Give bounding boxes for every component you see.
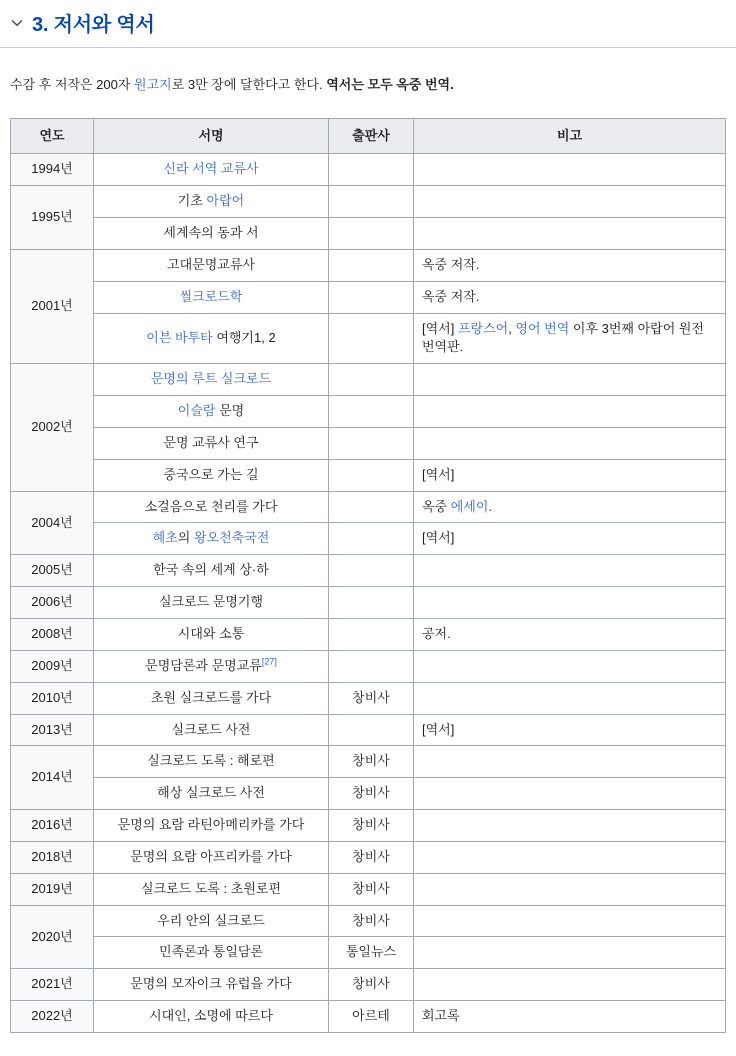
cell-year: 2009년 [11, 650, 94, 682]
cell-title [94, 937, 329, 969]
cell-year: 2021년 [11, 969, 94, 1001]
cell-publisher [329, 154, 414, 186]
table-row [11, 555, 726, 587]
cell-note [414, 1001, 726, 1033]
text-span: 이후 3번째 아랍어 원전 번역판. [422, 320, 704, 355]
text-span: 우리 안의 실크로드 [157, 912, 265, 928]
cell-note [414, 459, 726, 491]
table-row [11, 650, 726, 682]
text-span: 공저. [422, 626, 451, 641]
cell-title [94, 186, 329, 218]
cell-title [94, 154, 329, 186]
text-span: 여행기1, 2 [212, 329, 276, 345]
table-header-row [11, 118, 726, 154]
cell-note [414, 587, 726, 619]
cell-publisher [329, 491, 414, 523]
column-header-publisher: 출판사 [329, 118, 414, 154]
table-row [11, 218, 726, 250]
cell-title [94, 364, 329, 396]
cell-publisher [329, 650, 414, 682]
cell-note [414, 364, 726, 396]
cell-year: 2014년 [11, 746, 94, 810]
text-span: 세계속의 동과 서 [163, 225, 259, 241]
table-row [11, 427, 726, 459]
cell-note [414, 218, 726, 250]
cell-publisher: 창비사 [329, 682, 414, 714]
text-span: 문명의 요람 아프리카를 가다 [130, 848, 292, 864]
intro-paragraph [0, 61, 736, 105]
table-row [11, 313, 726, 364]
cell-year: 2002년 [11, 364, 94, 491]
cell-note [414, 313, 726, 364]
cell-title [94, 778, 329, 810]
text-span: [역서] [422, 320, 458, 336]
cell-note [414, 778, 726, 810]
text-span: 옥중 저작. [422, 288, 480, 304]
text-span: , [508, 320, 516, 336]
text-span: 시대와 소통 [177, 626, 245, 641]
text-span: 시대인, 소명에 따르다 [149, 1008, 273, 1024]
cell-note [414, 714, 726, 746]
wiki-link[interactable]: 혜초 [152, 530, 178, 546]
cell-year: 2010년 [11, 682, 94, 714]
wiki-link[interactable]: 이븐 바투타 [146, 329, 213, 345]
text-span: 의 [177, 530, 194, 546]
table-row [11, 905, 726, 937]
cell-year: 2016년 [11, 810, 94, 842]
text-span: 실크로드 문명기행 [158, 594, 264, 610]
table-row [11, 281, 726, 313]
table-row [11, 491, 726, 523]
text-span: 옥중 [422, 498, 451, 514]
cell-title [94, 218, 329, 250]
cell-title [94, 1001, 329, 1033]
cell-title [94, 281, 329, 313]
text-span: 중국으로 가는 길 [163, 466, 259, 482]
text-span: 기초 [177, 193, 207, 209]
cell-note [414, 841, 726, 873]
column-header-note: 비고 [414, 118, 726, 154]
cell-note [414, 746, 726, 778]
cell-note [414, 154, 726, 186]
text-span: 문명 교류사 연구 [163, 434, 259, 450]
intro-text-2: 로 3만 장에 달한다고 한다. [171, 77, 327, 92]
cell-title [94, 619, 329, 651]
text-span: 문명의 요람 라틴아메리카를 가다 [117, 817, 305, 833]
cell-note [414, 555, 726, 587]
text-span: 실크로드 도록 : 초원로편 [140, 880, 282, 896]
table-row [11, 714, 726, 746]
link-wongoji[interactable]: 원고지 [134, 77, 172, 92]
table-row [11, 396, 726, 428]
wiki-link[interactable]: 아랍어 [206, 193, 245, 209]
wiki-link[interactable]: 이슬람 [177, 403, 216, 419]
cell-year: 1994년 [11, 154, 94, 186]
cell-title [94, 905, 329, 937]
text-span: 실크로드 사전 [171, 721, 251, 737]
table-body [11, 154, 726, 1033]
cell-title [94, 313, 329, 364]
cell-note [414, 969, 726, 1001]
cell-title [94, 714, 329, 746]
cell-year: 2019년 [11, 873, 94, 905]
cell-note [414, 810, 726, 842]
text-span: 문명의 모자이크 유럽을 가다 [130, 976, 292, 992]
text-span: 소걸음으로 천리를 가다 [144, 498, 278, 514]
table-row [11, 364, 726, 396]
cell-publisher: 아르테 [329, 1001, 414, 1033]
text-span: 실크로드 도록 : 해로편 [147, 753, 275, 769]
cell-title [94, 587, 329, 619]
cell-note [414, 491, 726, 523]
cell-year: 1995년 [11, 186, 94, 250]
cell-publisher [329, 714, 414, 746]
bibliography-table-wrap [0, 118, 736, 1033]
cell-title [94, 459, 329, 491]
table-row [11, 619, 726, 651]
wiki-link[interactable]: 왕오천축국전 [193, 530, 270, 546]
table-row [11, 1001, 726, 1033]
cell-title [94, 491, 329, 523]
table-row [11, 154, 726, 186]
cell-note [414, 396, 726, 428]
cell-title [94, 969, 329, 1001]
cell-title [94, 249, 329, 281]
cell-note [414, 905, 726, 937]
text-span: 해상 실크로드 사전 [157, 785, 265, 801]
cell-publisher [329, 249, 414, 281]
text-span: . [488, 498, 493, 514]
cell-note [414, 186, 726, 218]
cell-publisher: 창비사 [329, 841, 414, 873]
cell-publisher [329, 555, 414, 587]
cell-publisher [329, 364, 414, 396]
cell-publisher: 창비사 [329, 969, 414, 1001]
text-span: 고대문명교류사 [167, 256, 255, 272]
table-row [11, 746, 726, 778]
cell-title [94, 873, 329, 905]
cell-note [414, 619, 726, 651]
cell-publisher [329, 186, 414, 218]
cell-publisher: 통일뉴스 [329, 937, 414, 969]
cell-publisher: 창비사 [329, 905, 414, 937]
cell-publisher [329, 281, 414, 313]
cell-note [414, 427, 726, 459]
intro-text-1: 수감 후 저작은 200자 [10, 77, 135, 92]
cell-year: 2005년 [11, 555, 94, 587]
cell-year: 2020년 [11, 905, 94, 969]
cell-year: 2001년 [11, 249, 94, 363]
wiki-link[interactable]: 씰크로드학 [179, 288, 243, 304]
cell-year: 2018년 [11, 841, 94, 873]
table-row [11, 969, 726, 1001]
bibliography-table [10, 118, 726, 1033]
column-header-title: 서명 [94, 118, 329, 154]
cell-title [94, 427, 329, 459]
cell-note [414, 682, 726, 714]
cell-publisher [329, 619, 414, 651]
text-span: [역서] [422, 721, 455, 737]
cell-publisher: 창비사 [329, 873, 414, 905]
column-header-year: 연도 [11, 118, 94, 154]
cell-note [414, 937, 726, 969]
chevron-down-icon[interactable] [10, 16, 24, 30]
text-span: [역서] [422, 466, 455, 482]
text-span: 문명담론과 문명교류 [145, 657, 262, 673]
cell-publisher [329, 427, 414, 459]
table-row [11, 459, 726, 491]
cell-year: 2006년 [11, 587, 94, 619]
cell-publisher: 창비사 [329, 746, 414, 778]
text-span: 민족론과 통일담론 [158, 944, 264, 960]
cell-year: 2022년 [11, 1001, 94, 1033]
cell-year: 2008년 [11, 619, 94, 651]
intro-bold-note: 역서는 모두 옥중 번역. [326, 77, 454, 92]
text-span: 회고록 [422, 1008, 460, 1024]
section-heading [0, 0, 736, 48]
cell-note [414, 650, 726, 682]
table-row [11, 937, 726, 969]
cell-title [94, 746, 329, 778]
cell-title [94, 396, 329, 428]
cell-year: 2013년 [11, 714, 94, 746]
cell-note [414, 873, 726, 905]
wiki-link[interactable]: 영어 번역 [515, 320, 570, 336]
cell-publisher: 창비사 [329, 778, 414, 810]
page-title: 3. 저서와 역서 [32, 14, 155, 36]
cell-title [94, 810, 329, 842]
table-head [11, 118, 726, 154]
cell-title [94, 682, 329, 714]
cell-year: 2004년 [11, 491, 94, 555]
table-row [11, 841, 726, 873]
wiki-link[interactable]: 문명의 루트 실크로드 [150, 371, 272, 387]
wiki-link[interactable]: 신라 서역 교류사 [163, 161, 259, 177]
table-row [11, 186, 726, 218]
table-row [11, 249, 726, 281]
text-span: 옥중 저작. [422, 256, 480, 272]
table-row [11, 682, 726, 714]
cell-note [414, 523, 726, 555]
text-span: 한국 속의 세계 상·하 [153, 562, 269, 578]
reference-marker[interactable] [262, 657, 277, 667]
wiki-link[interactable]: 에세이 [450, 498, 489, 514]
cell-publisher [329, 396, 414, 428]
cell-title [94, 841, 329, 873]
table-row [11, 587, 726, 619]
cell-note [414, 281, 726, 313]
wiki-link[interactable]: 프랑스어 [457, 320, 509, 336]
cell-publisher [329, 313, 414, 364]
text-span: [역서] [422, 530, 455, 546]
table-row [11, 778, 726, 810]
text-span: 초원 실크로드를 가다 [150, 689, 272, 705]
text-span: 문명 [215, 403, 245, 419]
table-row [11, 873, 726, 905]
table-row [11, 523, 726, 555]
cell-publisher [329, 523, 414, 555]
cell-publisher [329, 218, 414, 250]
reference-link[interactable]: [27] [261, 656, 277, 667]
cell-title [94, 555, 329, 587]
cell-note [414, 249, 726, 281]
cell-publisher [329, 459, 414, 491]
cell-publisher [329, 587, 414, 619]
cell-title [94, 650, 329, 682]
cell-title [94, 523, 329, 555]
cell-publisher: 창비사 [329, 810, 414, 842]
table-row [11, 810, 726, 842]
